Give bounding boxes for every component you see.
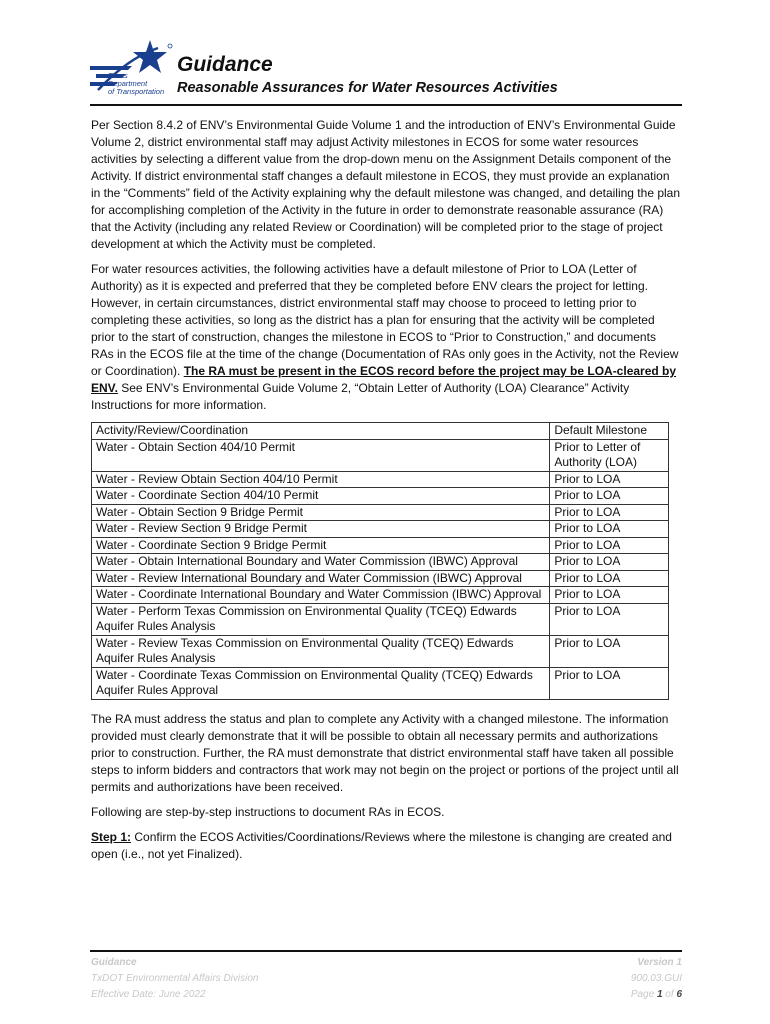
paragraph-water-activities: For water resources activities, the following activities have a default milestone of Prior to LOA (Letter of Authority) as it is expected and preferred that they be completed before ENV clears the project for letting. However, in certain circumstances, district environmental staff may choose to proceed to letting prior to completing these activities, so long as the district has a plan for ensuring that the activity will be completed prior to the start of construction, changes the milestone in ECOS to “Prior to Construction,” and documents RAs in the ECOS file at the time of the change (Documentation of RAs only goes in the Activity, not the Review or Coordination). The RA must be present in the ECOS record before the project may be LOA-cleared by ENV. See ENV’s Environmental Guide Volume 2, “Obtain Letter of Authority (LOA) Clearance” Activity Instructions for more information. <box>91 262 679 412</box>
table-row <box>92 570 669 587</box>
footer-divider <box>90 950 682 952</box>
paragraph-instructions-intro: Following are step-by-step instructions to document RAs in ECOS. <box>91 804 445 819</box>
milestone-cell: Prior to Letter of Authority (LOA) <box>550 439 669 471</box>
table-row <box>92 554 669 571</box>
column-header-activity: Activity/Review/Coordination <box>92 423 550 440</box>
step-1 <box>91 829 681 863</box>
milestone-cell: Prior to LOA <box>550 554 669 571</box>
milestone-cell: Prior to LOA <box>550 488 669 505</box>
milestone-table <box>91 422 669 700</box>
activity-cell: Water - Coordinate International Boundary and Water Commission (IBWC) Approval <box>92 587 550 604</box>
paragraph-ra-requirements: The RA must address the status and plan to complete any Activity with a changed milestone. The information provided must clearly demonstrate that it will be possible to obtain all necessary permits and authorizations prior to construction. Further, the RA must demonstrate that district environmental staff have taken all possible steps to inform bidders and contractors that work may not begin on the project or portions of the project until all permits and authorizations have been received. <box>91 711 679 794</box>
paragraph-intro: Per Section 8.4.2 of ENV’s Environmental Guide Volume 1 and the introduction of ENV’s Environmental Guide Volume 2, district environmental staff may adjust Activity milestones in ECOS for some water resources activities by selecting a different value from the drop-down menu on the Assignment Details component of the Activity. If district environmental staff changes a default milestone in ECOS, they must provide an explanation in the “Comments” field of the Activity explaining why the default milestone was changed, and detailing the plan for accomplishing completion of the Activity in the future in order to demonstrate reasonable assurance (RA) that the Activity (including any related Review or Coordination) will be completed prior to the stage of project development at which the Activity must be completed. <box>91 118 681 251</box>
column-header-milestone: Default Milestone <box>550 423 669 440</box>
activity-cell: Water - Obtain International Boundary and Water Commission (IBWC) Approval <box>92 554 550 571</box>
logo-wordmark: Texas Department of Transportation <box>108 71 165 96</box>
table-header-row <box>92 423 669 440</box>
table-row <box>92 587 669 604</box>
activity-cell: Water - Review Obtain Section 404/10 Permit <box>92 471 550 488</box>
document-body <box>91 117 681 871</box>
milestone-cell: Prior to LOA <box>550 471 669 488</box>
activity-cell: Water - Perform Texas Commission on Environmental Quality (TCEQ) Edwards Aquifer Rules Analysis <box>92 603 550 635</box>
milestone-cell: Prior to LOA <box>550 504 669 521</box>
footer-effective-date: Effective Date: June 2022 <box>91 989 206 1000</box>
table-row <box>92 537 669 554</box>
footer-doc-type: Guidance <box>91 957 137 968</box>
activity-cell: Water - Review Section 9 Bridge Permit <box>92 521 550 538</box>
milestone-cell: Prior to LOA <box>550 537 669 554</box>
milestone-cell: Prior to LOA <box>550 587 669 604</box>
step-1-text: Confirm the ECOS Activities/Coordinations/Reviews where the milestone is changing are created and open (i.e., not yet Finalized). <box>91 829 672 861</box>
footer-division: TxDOT Environmental Affairs Division <box>91 973 259 984</box>
activity-cell: Water - Review Texas Commission on Environmental Quality (TCEQ) Edwards Aquifer Rules Analysis <box>92 635 550 667</box>
activity-cell: Water - Review International Boundary and Water Commission (IBWC) Approval <box>92 570 550 587</box>
activity-cell: Water - Coordinate Texas Commission on Environmental Quality (TCEQ) Edwards Aquifer Rules Approval <box>92 667 550 699</box>
footer-right <box>631 955 682 1003</box>
milestone-cell: Prior to LOA <box>550 603 669 635</box>
table-row <box>92 635 669 667</box>
table-row <box>92 504 669 521</box>
document-subtitle: Reasonable Assurances for Water Resources Activities <box>177 80 558 96</box>
activity-cell: Water - Coordinate Section 9 Bridge Permit <box>92 537 550 554</box>
table-row <box>92 488 669 505</box>
table-row <box>92 521 669 538</box>
milestone-cell: Prior to LOA <box>550 667 669 699</box>
activity-cell: Water - Obtain Section 404/10 Permit <box>92 439 550 471</box>
emphasis-ra-requirement: The RA must be present in the ECOS record before the project may be LOA-cleared by ENV. <box>91 364 677 395</box>
footer-version: Version 1 <box>637 957 682 968</box>
activity-cell: Water - Obtain Section 9 Bridge Permit <box>92 504 550 521</box>
milestone-cell: Prior to LOA <box>550 521 669 538</box>
table-row <box>92 667 669 699</box>
table-row <box>92 439 669 471</box>
milestone-cell: Prior to LOA <box>550 635 669 667</box>
milestone-cell: Prior to LOA <box>550 570 669 587</box>
footer-page-number: Page 1 of 6 <box>630 989 682 1000</box>
table-row <box>92 471 669 488</box>
header-divider <box>90 104 682 106</box>
table-row <box>92 603 669 635</box>
footer-left <box>91 955 258 1003</box>
document-title: Guidance <box>177 53 273 76</box>
activity-cell: Water - Coordinate Section 404/10 Permit <box>92 488 550 505</box>
footer-doc-code: 900.03.GUI <box>630 973 682 984</box>
step-1-label: Step 1: <box>91 829 132 844</box>
